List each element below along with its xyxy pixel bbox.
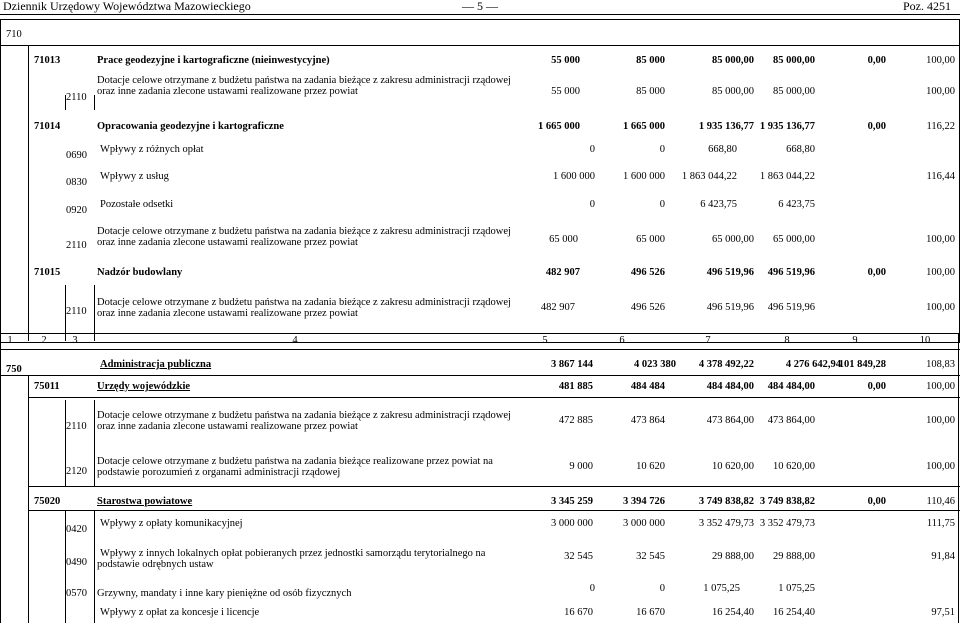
- cell-plan-after: 16 670: [636, 607, 665, 618]
- cell-received: 484 484,00: [767, 381, 815, 392]
- row-desc-line1: Wpływy z innych lokalnych opłat pobieranych przez jednostki samorządu terytorialnego na: [100, 548, 486, 559]
- rozdzial-code: 71015: [34, 267, 61, 278]
- cell-arrears: 0,00: [867, 381, 886, 392]
- paragraf-code: 0690: [66, 150, 87, 161]
- cell-plan-after: 484 484: [630, 381, 665, 392]
- row-desc-line2: oraz inne zadania zlecone ustawami realizowane przez powiat: [97, 86, 358, 97]
- row-desc-line2: oraz inne zadania zlecone ustawami realizowane przez powiat: [97, 308, 358, 319]
- cell-plan-after: 0: [659, 144, 665, 155]
- cell-plan-after: 65 000: [636, 234, 665, 245]
- cell-executed: 29 888,00: [712, 551, 754, 562]
- cell-percent: 116,44: [926, 171, 955, 182]
- cell-plan-after: 4 023 380: [634, 359, 676, 370]
- paragraf-code: 0830: [66, 177, 87, 188]
- row-desc: Pozostałe odsetki: [100, 199, 174, 210]
- cell-plan-after: 85 000: [636, 55, 665, 66]
- cell-executed: 16 254,40: [712, 607, 754, 618]
- rozdzial-name: Urzędy wojewódzkie: [97, 381, 191, 392]
- cell-executed: 473 864,00: [706, 415, 754, 426]
- cell-executed: 65 000,00: [712, 234, 754, 245]
- rozdzial-code: 75020: [34, 496, 61, 507]
- cell-plan-after: 473 864: [630, 415, 665, 426]
- cell-received: 4 276 642,94: [785, 359, 841, 370]
- row-desc-line2: oraz inne zadania zlecone ustawami realizowane przez powiat: [97, 421, 358, 432]
- rozdzial-code: 75011: [34, 381, 60, 392]
- row-desc-line1: Dotacje celowe otrzymane z budżetu państwa na zadania bieżące z zakresu administracji rządowej: [97, 297, 511, 308]
- cell-executed: 10 620,00: [712, 461, 754, 472]
- column-number: 4: [292, 335, 298, 346]
- cell-percent: 97,51: [931, 607, 955, 618]
- cell-executed: 3 749 838,82: [698, 496, 754, 507]
- cell-received: 85 000,00: [773, 86, 815, 97]
- cell-plan: 3 000 000: [551, 518, 593, 529]
- cell-arrears: 0,00: [867, 267, 886, 278]
- paragraf-code: 2110: [66, 240, 87, 251]
- cell-percent: 100,00: [926, 234, 955, 245]
- cell-plan: 9 000: [569, 461, 593, 472]
- cell-plan-after: 32 545: [636, 551, 665, 562]
- position-number: Poz. 4251: [903, 0, 951, 13]
- cell-received: 496 519,96: [767, 302, 815, 313]
- cell-plan: 1 600 000: [553, 171, 595, 182]
- cell-percent: 100,00: [926, 381, 955, 392]
- cell-plan: 3 867 144: [551, 359, 593, 370]
- paragraf-code: 0920: [66, 205, 87, 216]
- cell-received: 16 254,40: [773, 607, 815, 618]
- cell-percent: 100,00: [926, 461, 955, 472]
- journal-title: Dziennik Urzędowy Województwa Mazowieckiego: [3, 0, 251, 13]
- cell-received: 1 935 136,77: [759, 121, 815, 132]
- cell-plan: 16 670: [564, 607, 593, 618]
- column-number: 2: [41, 335, 47, 346]
- cell-plan-after: 496 526: [630, 302, 665, 313]
- cell-received: 496 519,96: [767, 267, 815, 278]
- column-number: 9: [852, 335, 858, 346]
- cell-plan: 65 000: [549, 234, 578, 245]
- cell-plan: 32 545: [564, 551, 593, 562]
- cell-plan: 472 885: [558, 415, 593, 426]
- column-number: 3: [72, 335, 78, 346]
- cell-received: 3 352 479,73: [759, 518, 815, 529]
- cell-plan-after: 3 000 000: [623, 518, 665, 529]
- cell-executed: 1 935 136,77: [698, 121, 754, 132]
- header-rule: [0, 14, 960, 15]
- page-header: [0, 0, 960, 14]
- cell-percent: 110,46: [926, 496, 955, 507]
- row-desc: Wpływy z opłat za koncesje i licencje: [100, 607, 260, 618]
- cell-plan-after: 0: [659, 583, 665, 594]
- paragraf-code: 2120: [66, 466, 87, 477]
- row-desc-line2: podstawie porozumień z organami administracji rządowej: [97, 467, 341, 478]
- cell-plan: 1 665 000: [538, 121, 580, 132]
- cell-executed: 85 000,00: [712, 86, 754, 97]
- cell-plan-after: 85 000: [636, 86, 665, 97]
- column-number: 10: [919, 335, 931, 346]
- cell-percent: 91,84: [931, 551, 955, 562]
- cell-executed: 6 423,75: [700, 199, 737, 210]
- cell-executed: 1 863 044,22: [681, 171, 737, 182]
- cell-percent: 100,00: [926, 55, 955, 66]
- cell-received: 668,80: [786, 144, 815, 155]
- cell-plan: 0: [589, 199, 595, 210]
- cell-plan: 55 000: [551, 55, 580, 66]
- paragraf-code: 0490: [66, 557, 87, 568]
- cell-percent: 100,00: [926, 267, 955, 278]
- cell-plan-after: 10 620: [636, 461, 665, 472]
- row-desc-line1: Dotacje celowe otrzymane z budżetu państwa na zadania bieżące z zakresu administracji rządowej: [97, 226, 511, 237]
- cell-executed: 1 075,25: [703, 583, 740, 594]
- cell-executed: 496 519,96: [706, 302, 754, 313]
- cell-plan: 482 907: [540, 302, 575, 313]
- row-desc: Wpływy z opłaty komunikacyjnej: [100, 518, 243, 529]
- cell-arrears: 0,00: [867, 496, 886, 507]
- dzial-code: 710: [6, 29, 22, 40]
- cell-received: 65 000,00: [773, 234, 815, 245]
- paragraf-code: 0420: [66, 524, 87, 535]
- cell-executed: 3 352 479,73: [698, 518, 754, 529]
- cell-plan-after: 3 394 726: [623, 496, 665, 507]
- cell-plan-after: 0: [659, 199, 665, 210]
- cell-arrears: 0,00: [867, 55, 886, 66]
- cell-percent: 108,83: [926, 359, 955, 370]
- cell-received: 1 075,25: [778, 583, 815, 594]
- cell-executed: 668,80: [708, 144, 737, 155]
- paragraf-code: 2110: [66, 92, 87, 103]
- paragraf-code: 0570: [66, 588, 87, 599]
- cell-plan: 0: [589, 144, 595, 155]
- rozdzial-name: Opracowania geodezyjne i kartograficzne: [97, 121, 284, 132]
- rozdzial-code: 71014: [34, 121, 61, 132]
- dzial-name: Administracja publiczna: [100, 359, 212, 370]
- row-desc-line1: Dotacje celowe otrzymane z budżetu państwa na zadania bieżące z zakresu administracji rządowej: [97, 75, 511, 86]
- rozdzial-name: Starostwa powiatowe: [97, 496, 193, 507]
- row-desc: Grzywny, mandaty i inne kary pieniężne od osób fizycznych: [97, 588, 352, 599]
- rozdzial-code: 71013: [34, 55, 61, 66]
- cell-executed: 484 484,00: [706, 381, 754, 392]
- row-desc-line1: Dotacje celowe otrzymane z budżetu państwa na zadania bieżące z zakresu administracji rządowej: [97, 410, 511, 421]
- cell-percent: 111,75: [926, 518, 955, 529]
- cell-plan: 0: [589, 583, 595, 594]
- rozdzial-name: Nadzór budowlany: [97, 267, 183, 278]
- cell-arrears: 101 849,28: [838, 359, 886, 370]
- row-desc-line1: Dotacje celowe otrzymane z budżetu państwa na zadania bieżące realizowane przez powiat na: [97, 456, 493, 467]
- cell-received: 85 000,00: [773, 55, 815, 66]
- column-number: 8: [784, 335, 790, 346]
- cell-percent: 100,00: [926, 302, 955, 313]
- paragraf-code: 2110: [66, 306, 87, 317]
- column-number: 7: [705, 335, 711, 346]
- cell-received: 6 423,75: [778, 199, 815, 210]
- page-number: — 5 —: [462, 0, 498, 13]
- row-desc-line2: podstawie odrębnych ustaw: [97, 559, 214, 570]
- cell-received: 473 864,00: [767, 415, 815, 426]
- cell-plan-after: 496 526: [630, 267, 665, 278]
- cell-percent: 100,00: [926, 86, 955, 97]
- cell-percent: 100,00: [926, 415, 955, 426]
- cell-received: 10 620,00: [773, 461, 815, 472]
- cell-received: 29 888,00: [773, 551, 815, 562]
- column-number: 1: [7, 335, 13, 346]
- rozdzial-name: Prace geodezyjne i kartograficzne (nieinwestycyjne): [97, 55, 330, 66]
- column-number: 5: [542, 335, 548, 346]
- cell-plan-after: 1 665 000: [623, 121, 665, 132]
- cell-arrears: 0,00: [867, 121, 886, 132]
- row-desc: Wpływy z usług: [100, 171, 169, 182]
- column-number: 6: [619, 335, 625, 346]
- cell-percent: 116,22: [926, 121, 955, 132]
- cell-received: 3 749 838,82: [759, 496, 815, 507]
- cell-received: 1 863 044,22: [759, 171, 815, 182]
- row-desc-line2: oraz inne zadania zlecone ustawami realizowane przez powiat: [97, 237, 358, 248]
- dzial-code: 750: [6, 364, 22, 375]
- cell-executed: 4 378 492,22: [698, 359, 754, 370]
- cell-plan: 3 345 259: [551, 496, 593, 507]
- paragraf-code: 2110: [66, 421, 87, 432]
- cell-plan-after: 1 600 000: [623, 171, 665, 182]
- row-desc: Wpływy z różnych opłat: [100, 144, 204, 155]
- cell-executed: 85 000,00: [712, 55, 754, 66]
- cell-plan: 55 000: [551, 86, 580, 97]
- cell-plan: 482 907: [545, 267, 580, 278]
- cell-plan: 481 885: [558, 381, 593, 392]
- cell-executed: 496 519,96: [706, 267, 754, 278]
